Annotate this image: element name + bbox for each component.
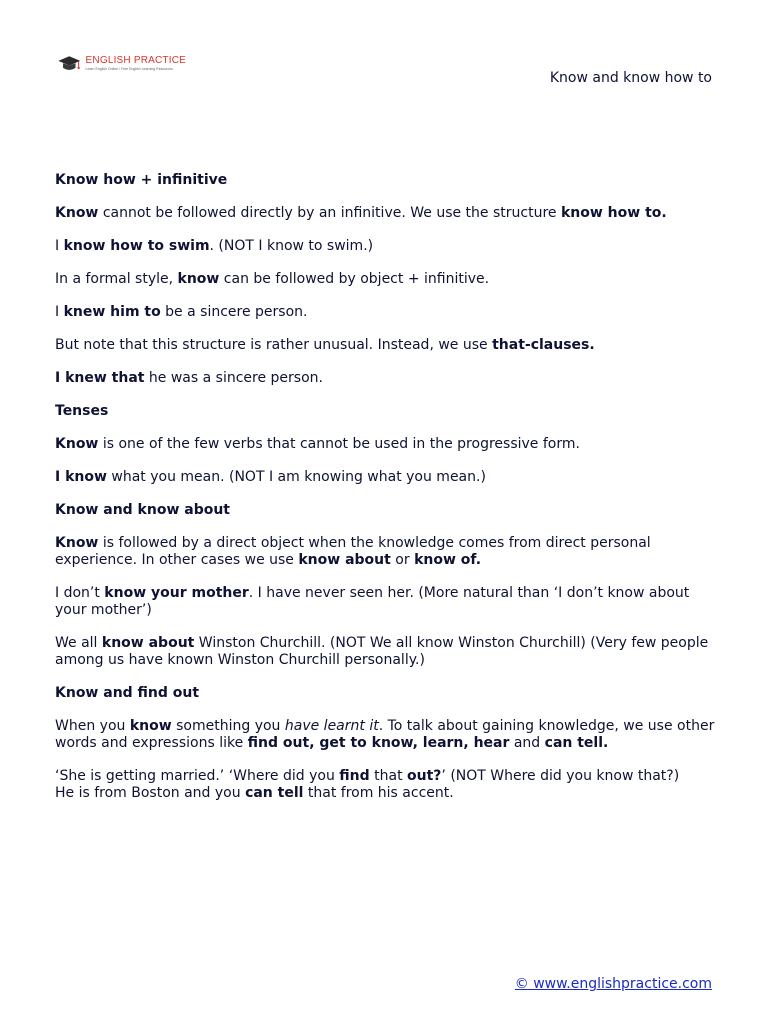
text: Winston Churchill. (NOT We all know Winston Churchill) (Very few people among us have known Winston Churchill personally.) — [55, 635, 709, 668]
bold-text: Know — [55, 205, 99, 221]
text: what you mean. (NOT I am knowing what you mean.) — [106, 469, 486, 485]
paragraph — [55, 535, 717, 569]
text: He is from Boston and you — [55, 785, 246, 801]
section-heading: Know and know about — [55, 502, 230, 518]
text: . (NOT I know to swim.) — [209, 238, 374, 254]
text: be a sincere person. — [160, 304, 308, 320]
bold-text: out? — [407, 768, 442, 784]
bold-text: can tell. — [544, 735, 609, 751]
text: When you — [55, 718, 130, 734]
logo-text — [86, 56, 186, 72]
text: can be followed by object + infinitive. — [219, 271, 490, 287]
text: ’ (NOT Where did you know that?) — [441, 768, 680, 784]
text: . I have never seen her. (More natural than ‘I don’t know about your mother’) — [55, 585, 690, 618]
text: I — [55, 304, 64, 320]
document-title: Know and know how to — [549, 70, 712, 86]
bold-text: knew him to — [63, 304, 161, 320]
bold-text: can tell — [245, 785, 304, 801]
bold-text: find out, get to know, learn, hear — [247, 735, 510, 751]
text: In a formal style, — [55, 271, 178, 287]
logo-brand: ENGLISH PRACTICE — [85, 55, 186, 67]
text: that from his accent. — [303, 785, 454, 801]
paragraph — [55, 205, 717, 222]
section-heading: Know how + infinitive — [55, 172, 228, 188]
footer-website-link[interactable]: © www.englishpractice.com — [514, 976, 712, 992]
text: or — [390, 552, 415, 568]
section-heading: Know and find out — [55, 685, 200, 701]
example-sentence — [55, 370, 717, 387]
bold-text: know of. — [414, 552, 482, 568]
example-sentence — [55, 785, 717, 802]
section-heading: Tenses — [55, 403, 109, 419]
text: and — [509, 735, 545, 751]
bold-text: I knew that — [55, 370, 145, 386]
text: We all — [55, 635, 102, 651]
graduation-cap-icon — [56, 51, 83, 77]
text: that — [369, 768, 408, 784]
paragraph — [55, 436, 717, 453]
paragraph — [55, 337, 717, 354]
bold-text: know how to swim — [63, 238, 210, 254]
bold-text: know how to. — [560, 205, 667, 221]
bold-text: find — [339, 768, 370, 784]
bold-text: know about — [101, 635, 195, 651]
logo-tagline: Learn English Online / Free English Learning Resources — [85, 67, 173, 72]
document-body — [55, 172, 717, 818]
text: . To talk about gaining knowledge, we use other words and expressions like — [55, 718, 715, 751]
example-sentence — [55, 469, 717, 486]
example-sentence — [55, 635, 717, 669]
example-sentence — [55, 768, 717, 785]
text: something you — [171, 718, 285, 734]
example-sentence — [55, 304, 717, 321]
bold-text: Know — [55, 535, 99, 551]
bold-text: I know — [55, 469, 107, 485]
paragraph — [55, 718, 717, 752]
text: he was a sincere person. — [144, 370, 323, 386]
bold-text: Know — [55, 436, 99, 452]
bold-text: that-clauses. — [492, 337, 595, 353]
bold-text: know — [177, 271, 220, 287]
italic-text: have learnt it — [284, 718, 379, 734]
text: is followed by a direct object when the knowledge comes from direct personal experience. In other cases we use — [55, 535, 651, 568]
text: But note that this structure is rather unusual. Instead, we use — [55, 337, 493, 353]
text: cannot be followed directly by an infinitive. We use the structure — [98, 205, 561, 221]
bold-text: know — [129, 718, 172, 734]
example-sentence — [55, 238, 717, 255]
text: is one of the few verbs that cannot be used in the progressive form. — [98, 436, 580, 452]
logo — [56, 50, 186, 78]
paragraph — [55, 271, 717, 288]
text: I don’t — [55, 585, 105, 601]
text: I — [55, 238, 64, 254]
bold-text: know your mother — [104, 585, 249, 601]
example-sentence — [55, 585, 717, 619]
text: ‘She is getting married.’ ‘Where did you — [55, 768, 340, 784]
bold-text: know about — [298, 552, 391, 568]
